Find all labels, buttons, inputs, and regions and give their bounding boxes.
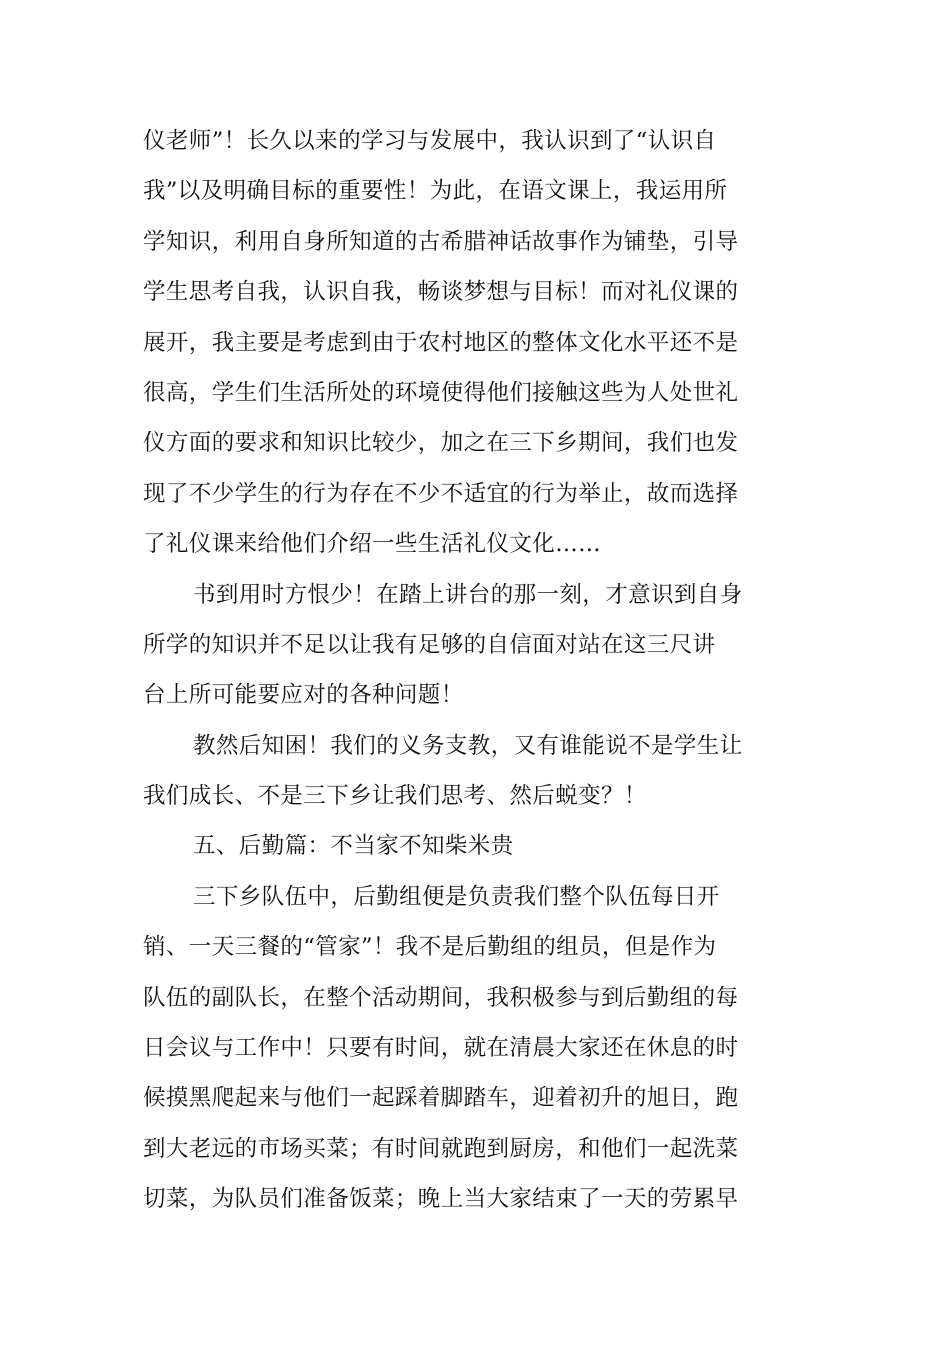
- section-heading: 五、后勤篇：不当家不知柴米贵: [193, 833, 514, 860]
- text-line: 队伍的副队长，在整个活动期间，我积极参与到后勤组的每: [143, 984, 739, 1011]
- text-line: 教然后知困！我们的义务支教，又有谁能说不是学生让: [193, 732, 743, 759]
- text-line: 书到用时方恨少！在踏上讲台的那一刻，才意识到自身: [193, 581, 743, 608]
- text-line: 我们成长、不是三下乡让我们思考、然后蜕变？！: [143, 783, 647, 810]
- text-line: 展开，我主要是考虑到由于农村地区的整体文化水平还不是: [143, 329, 739, 356]
- text-line: 仪老师”！长久以来的学习与发展中，我认识到了“认识自: [143, 128, 717, 154]
- text-line: 所学的知识并不足以让我有足够的自信面对站在这三尺讲: [143, 631, 716, 658]
- text-line: 了礼仪课来给他们介绍一些生活礼仪文化……: [143, 531, 602, 558]
- text-line: 三下乡队伍中，后勤组便是负责我们整个队伍每日开: [193, 883, 720, 910]
- text-line: 候摸黑爬起来与他们一起踩着脚踏车，迎着初升的旭日，跑: [143, 1085, 739, 1112]
- paragraph-lesson-design: [143, 116, 763, 570]
- text-line: 现了不少学生的行为存在不少不适宜的行为举止，故而选择: [143, 480, 739, 507]
- text-line: 到大老远的市场买菜；有时间就跑到厨房，和他们一起洗菜: [143, 1135, 739, 1162]
- text-line: 仪方面的要求和知识比较少，加之在三下乡期间，我们也发: [143, 430, 739, 457]
- section-heading-logistics: [143, 821, 763, 871]
- text-line: 销、一天三餐的“管家”！我不是后勤组的组员，但是作为: [143, 934, 717, 961]
- paragraph-growth: [143, 721, 763, 822]
- text-line: 学生思考自我，认识自我，畅谈梦想与目标！而对礼仪课的: [143, 279, 739, 306]
- paragraph-logistics: [143, 872, 763, 1225]
- text-line: 我”以及明确目标的重要性！为此，在语文课上，我运用所: [143, 178, 728, 205]
- body-text: [143, 116, 763, 1225]
- text-line: 切菜，为队员们准备饭菜；晚上当大家结束了一天的劳累早: [143, 1186, 739, 1213]
- text-line: 日会议与工作中！只要有时间，就在清晨大家还在休息的时: [143, 1035, 739, 1062]
- text-line: 台上所可能要应对的各种问题！: [143, 682, 464, 709]
- text-line: 很高，学生们生活所处的环境使得他们接触这些为人处世礼: [143, 379, 739, 406]
- paragraph-knowledge: [143, 570, 763, 721]
- text-line: 学知识，利用自身所知道的古希腊神话故事作为铺垫，引导: [143, 228, 739, 255]
